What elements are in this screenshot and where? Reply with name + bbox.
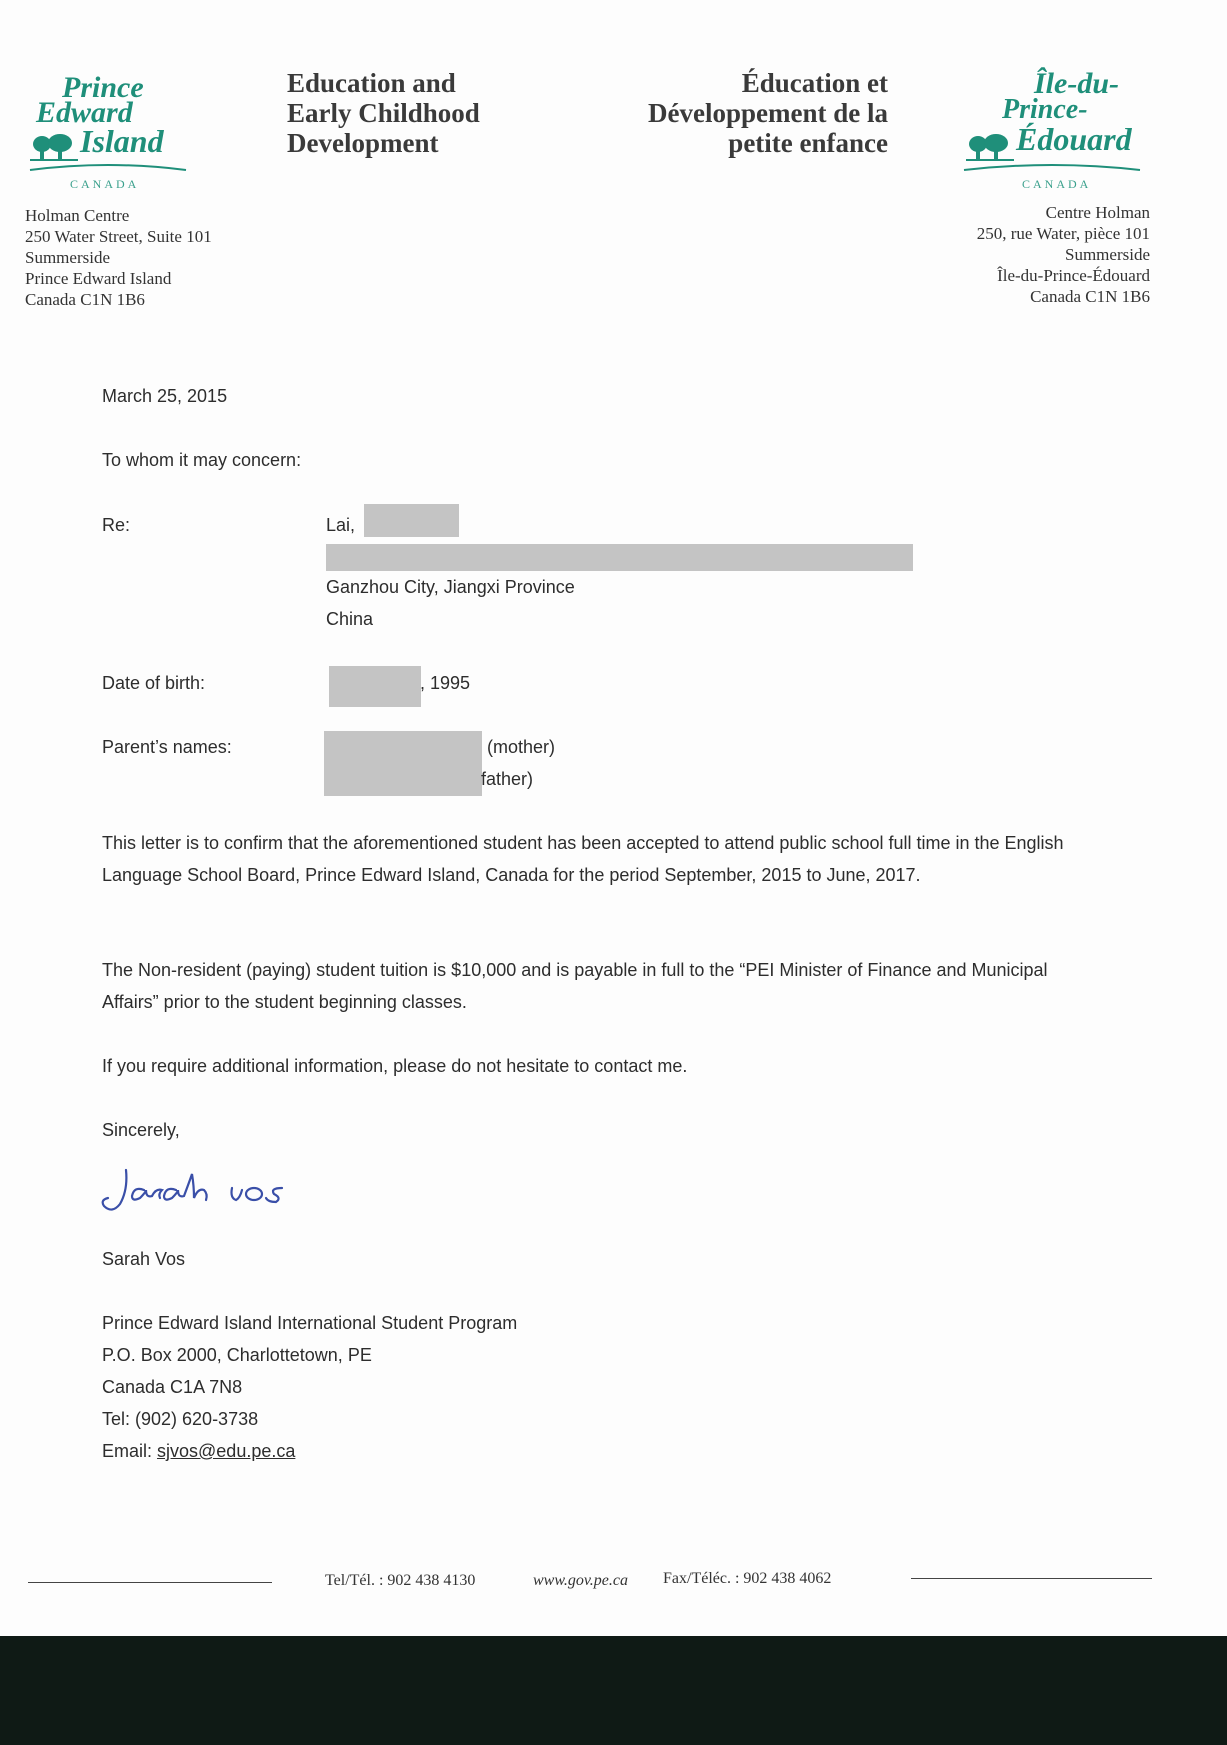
parents-label: Parent’s names:	[102, 737, 232, 757]
redaction-box	[364, 504, 459, 537]
letter-date: March 25, 2015	[102, 386, 228, 406]
logo-word-edward: Edward	[36, 96, 133, 129]
signer-address-line2: Canada C1A 7N8	[102, 1377, 243, 1397]
redaction-box	[329, 666, 421, 707]
scan-bottom-edge	[0, 1636, 1227, 1745]
dob-label: Date of birth:	[102, 673, 206, 693]
pei-logo-left	[28, 71, 198, 194]
redaction-box	[326, 544, 913, 571]
paragraph-confirmation: This letter is to confirm that the aforementioned student has been accepted to attend public school full time in the English Language School Board, Prince Edward Island, Canada for the period September, 2015 to June, 2017.	[102, 833, 1064, 885]
dept-title-en: Education and Early Childhood Development	[287, 68, 480, 158]
logo-swoosh	[28, 162, 188, 174]
mother-suffix: (mother)	[487, 737, 556, 757]
address-fr: Centre Holman 250, rue Water, pièce 101 Summerside Île-du-Prince-Édouard Canada C1N 1B6	[976, 203, 1150, 306]
logo-word-island: Island	[80, 123, 164, 159]
re-country: China	[326, 609, 374, 629]
handwritten-signature	[98, 1160, 308, 1220]
footer-telephone: Tel/Tél. : 902 438 4130	[325, 1572, 476, 1589]
logo-word-prince: Prince	[62, 71, 144, 104]
dob-year: , 1995	[420, 673, 471, 693]
footer-fax: Fax/Téléc. : 902 438 4062	[663, 1570, 832, 1587]
email-label: Email:	[102, 1441, 158, 1461]
pei-logo-right	[960, 67, 1160, 195]
footer-rule-left	[28, 1582, 272, 1583]
dept-title-fr: Éducation et Développement de la petite enfance	[648, 68, 888, 158]
re-label: Re:	[102, 515, 131, 535]
salutation: To whom it may concern:	[102, 450, 302, 470]
paragraph-tuition: The Non-resident (paying) student tuition is $10,000 and is payable in full to the “PEI Minister of Finance and Municipal Affairs” prior to the student beginning classes.	[102, 960, 1048, 1012]
signer-telephone: Tel: (902) 620-3738	[102, 1409, 259, 1429]
paragraph-contact: If you require additional information, please do not hesitate to contact me.	[102, 1056, 688, 1076]
logo-swoosh	[962, 162, 1142, 174]
re-name: Lai,	[326, 515, 356, 535]
tree-icon	[966, 134, 1014, 162]
logo-word-edouard: Édouard	[1016, 121, 1132, 157]
redaction-box	[324, 731, 482, 796]
signer-name: Sarah Vos	[102, 1249, 186, 1269]
address-en: Holman Centre 250 Water Street, Suite 101 Summerside Prince Edward Island Canada C1N 1B6	[25, 206, 212, 309]
email-link[interactable]: sjvos@edu.pe.ca	[157, 1441, 296, 1461]
re-city: Ganzhou City, Jiangxi Province	[326, 577, 575, 597]
father-suffix: father)	[481, 769, 534, 789]
logo-canada-left: CANADA	[70, 177, 140, 191]
closing: Sincerely,	[102, 1120, 180, 1140]
tree-icon	[30, 134, 78, 162]
logo-word-ile-du: Île-du-	[1034, 67, 1119, 100]
logo-canada-right: CANADA	[1022, 177, 1092, 191]
logo-word-prince-fr: Prince-	[1002, 94, 1088, 125]
signer-organization: Prince Edward Island International Student Program	[102, 1313, 518, 1333]
footer-rule-right	[911, 1578, 1152, 1579]
footer-website[interactable]: www.gov.pe.ca	[533, 1572, 628, 1589]
signer-address-line1: P.O. Box 2000, Charlottetown, PE	[102, 1345, 372, 1365]
signer-email-row	[102, 1435, 295, 1467]
